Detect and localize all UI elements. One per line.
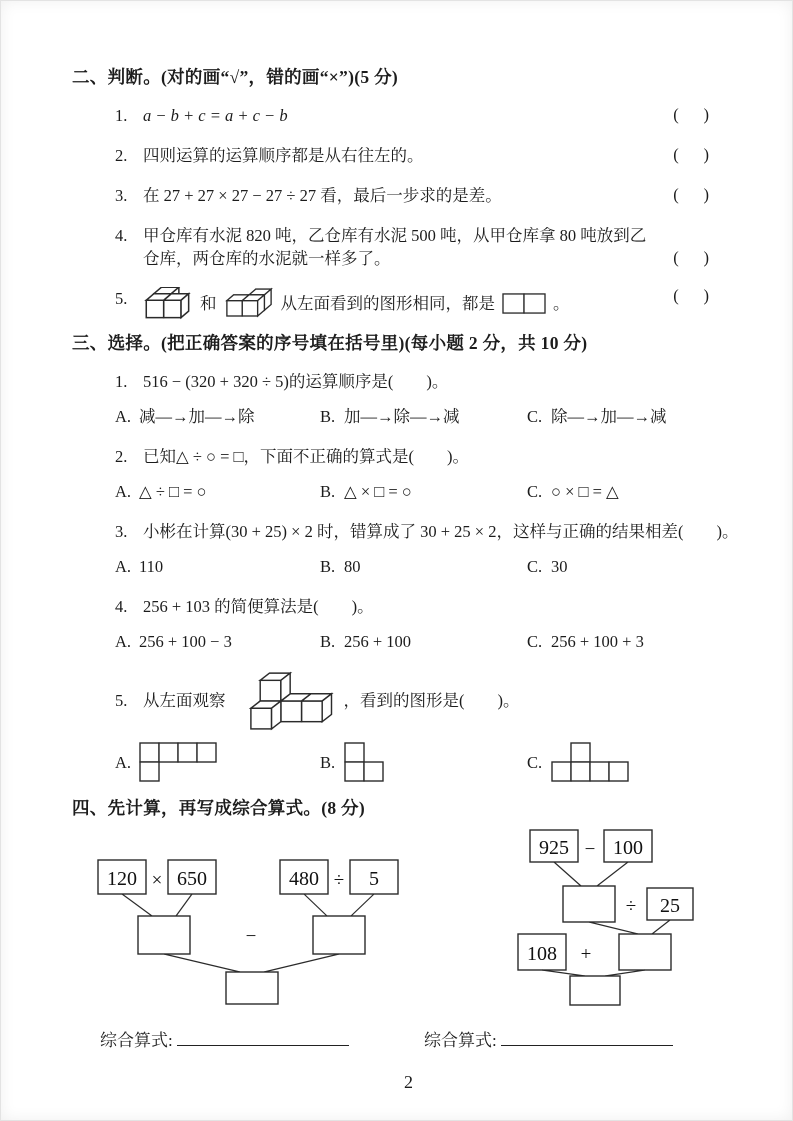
choice-section — [72, 332, 745, 783]
choice-q5 — [72, 670, 745, 732]
question-number: 2. — [115, 145, 128, 165]
choice-q5-options — [72, 742, 745, 783]
option-c: C. 256 + 100 + 3 — [527, 632, 644, 652]
judgment-q5 — [72, 287, 745, 320]
plus-operator: + — [580, 943, 592, 965]
expression-label: 综合算式: — [100, 1030, 173, 1050]
option-b: B. 加—→除—→减 — [320, 407, 460, 427]
question-text: 甲仓库有水泥 820 吨，乙仓库有水泥 500 吨，从甲仓库拿 80 吨放到乙仓库，两仓库的水泥就一样多了。 — [143, 225, 647, 269]
question-text: 和 — [200, 293, 217, 313]
answer-box-blank — [138, 916, 190, 954]
tree-value: 925 — [539, 836, 569, 859]
tree-value: 650 — [177, 867, 207, 890]
judgment-section — [72, 66, 745, 320]
question-number: 4. — [115, 597, 128, 617]
question-number: 1. — [115, 105, 128, 125]
answer-box-blank — [226, 972, 278, 1004]
answer-box-blank — [563, 886, 615, 922]
answer-line — [177, 1031, 349, 1046]
question-number: 1. — [115, 372, 128, 392]
question-text: 小彬在计算(30 + 25) × 2 时，错算成了 30 + 25 × 2，这样与正确的结果相差( )。 — [143, 522, 739, 542]
answer-blank: ( ) — [673, 144, 709, 164]
question-number: 3. — [115, 185, 128, 205]
answer-box-blank — [619, 934, 671, 970]
divide-operator: ÷ — [625, 895, 637, 917]
judgment-q4 — [72, 224, 745, 272]
answer-blank: ( ) — [673, 184, 709, 204]
choice-q4 — [72, 595, 745, 619]
judgment-q2 — [72, 144, 745, 168]
choice-q1-options — [72, 405, 745, 428]
cube-stack-figure-icon — [233, 670, 337, 732]
question-text: 在 27 + 27 × 27 − 27 ÷ 27 看，最后一步求的是差。 — [143, 185, 502, 205]
question-number: 5. — [115, 289, 128, 309]
option-a: A. — [115, 742, 320, 783]
answer-box-blank — [313, 916, 365, 954]
question-text: 四则运算的运算顺序都是从右往左的。 — [143, 145, 424, 165]
multiply-operator: × — [151, 869, 163, 891]
calc-tree-right — [500, 828, 738, 1006]
answer-blank: ( ) — [673, 286, 709, 306]
judgment-q1 — [72, 104, 745, 128]
view-shape-c-icon — [551, 742, 631, 783]
choice-section-title: 三、选择。(把正确答案的序号填在括号里)(每小题 2 分，共 10 分) — [72, 333, 588, 354]
domino-two-squares-icon — [502, 293, 546, 314]
option-a: A. 110 — [115, 557, 164, 577]
question-text: a − b + c = a + c − b — [143, 105, 288, 125]
question-text: ，看到的图形是( )。 — [343, 691, 520, 711]
option-c: C. 除—→加—→减 — [527, 407, 667, 427]
option-b: B. — [320, 742, 527, 783]
option-b: B. 80 — [320, 557, 361, 577]
answer-blank: ( ) — [673, 104, 709, 124]
minus-operator: − — [245, 925, 257, 947]
view-shape-a-icon — [139, 742, 219, 783]
choice-q3-options — [72, 555, 745, 578]
choice-q1 — [72, 370, 745, 394]
question-number: 3. — [115, 522, 128, 542]
expression-right — [424, 1026, 673, 1051]
tree-value: 480 — [289, 867, 319, 890]
tree-value: 108 — [527, 942, 557, 965]
question-number: 5. — [115, 691, 128, 711]
choice-q2-options — [72, 480, 745, 503]
answer-line — [501, 1031, 673, 1046]
option-a: A. △ ÷ □ = ○ — [115, 482, 207, 502]
choice-q2 — [72, 445, 745, 469]
tree-value: 100 — [613, 836, 643, 859]
question-text: 256 + 103 的简便算法是( )。 — [143, 597, 374, 617]
cubes-figure-right-icon — [224, 287, 274, 320]
question-text: 已知△ ÷ ○ = □，下面不正确的算式是( )。 — [143, 447, 469, 467]
question-text: 从左面看到的图形相同，都是 — [280, 293, 495, 313]
question-text: 从左面观察 — [143, 691, 226, 711]
judgment-q3 — [72, 184, 745, 208]
option-a: A. 减—→加—→除 — [115, 407, 255, 427]
calc-section-title: 四、先计算，再写成综合算式。(8 分) — [72, 798, 365, 819]
option-b: B. 256 + 100 — [320, 632, 412, 652]
view-shape-b-icon — [344, 742, 385, 783]
expression-label: 综合算式: — [424, 1030, 497, 1050]
choice-q3 — [72, 520, 745, 544]
question-text: 。 — [553, 293, 570, 313]
option-a: A. 256 + 100 − 3 — [115, 632, 232, 652]
tree-value: 120 — [107, 867, 137, 890]
choice-q4-options — [72, 630, 745, 653]
minus-operator: − — [584, 838, 596, 860]
option-c: C. — [527, 742, 745, 783]
question-number: 4. — [115, 225, 128, 245]
question-number: 2. — [115, 447, 128, 467]
answer-box-blank — [570, 976, 620, 1005]
tree-value: 5 — [369, 867, 379, 890]
option-b: B. △ × □ = ○ — [320, 482, 412, 502]
question-text: 516 − (320 + 320 ÷ 5)的运算顺序是( )。 — [143, 372, 449, 392]
answer-blank: ( ) — [673, 248, 709, 268]
calc-diagrams — [72, 828, 745, 1060]
page-number: 2 — [404, 1071, 413, 1092]
calc-tree-left — [90, 858, 425, 1006]
divide-operator: ÷ — [333, 869, 345, 891]
option-c: C. 30 — [527, 557, 568, 577]
tree-value: 25 — [660, 894, 680, 917]
option-c: C. ○ × □ = △ — [527, 482, 619, 502]
calc-section — [72, 797, 745, 1060]
judgment-section-title: 二、判断。(对的画“√”，错的画“×”)(5 分) — [72, 67, 399, 87]
cubes-figure-left-icon — [143, 287, 193, 320]
expression-left — [100, 1026, 349, 1051]
